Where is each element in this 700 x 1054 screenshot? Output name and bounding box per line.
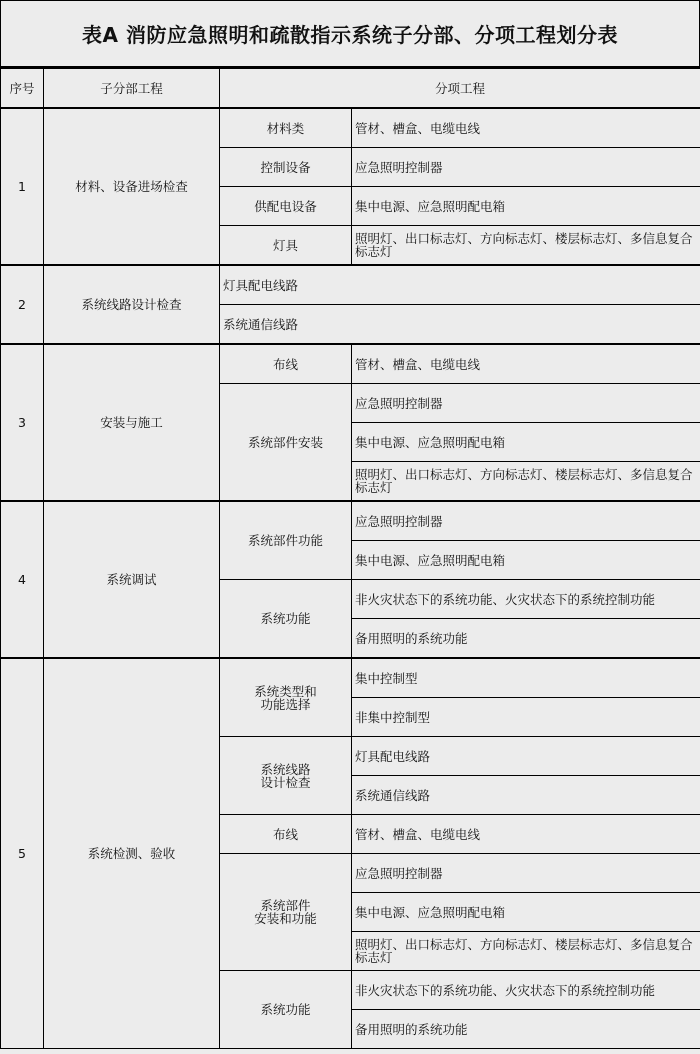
category-cell: 灯具 <box>220 226 352 266</box>
item-cell: 系统通信线路 <box>220 305 700 345</box>
category-cell: 布线 <box>220 815 352 854</box>
item-cell: 集中控制型 <box>352 658 700 698</box>
category-cell: 系统功能 <box>220 971 352 1049</box>
table-row <box>1 265 700 305</box>
category-cell: 系统类型和 功能选择 <box>220 658 352 737</box>
item-cell: 照明灯、出口标志灯、方向标志灯、楼层标志灯、多信息复合标志灯 <box>352 226 700 266</box>
item-cell: 集中电源、应急照明配电箱 <box>352 541 700 580</box>
item-cell: 应急照明控制器 <box>352 148 700 187</box>
item-cell: 灯具配电线路 <box>220 265 700 305</box>
item-cell: 非集中控制型 <box>352 698 700 737</box>
category-cell: 材料类 <box>220 108 352 148</box>
row-number: 5 <box>1 658 44 1049</box>
row-number: 2 <box>1 265 44 344</box>
item-cell: 照明灯、出口标志灯、方向标志灯、楼层标志灯、多信息复合标志灯 <box>352 462 700 502</box>
category-cell: 系统部件 安装和功能 <box>220 854 352 971</box>
division-table <box>0 68 700 1049</box>
table-body <box>1 69 700 1049</box>
item-cell: 应急照明控制器 <box>352 501 700 541</box>
category-cell: 系统功能 <box>220 580 352 659</box>
category-cell: 系统部件功能 <box>220 501 352 580</box>
header-row <box>1 69 700 109</box>
item-cell: 集中电源、应急照明配电箱 <box>352 423 700 462</box>
row-number: 1 <box>1 108 44 265</box>
item-cell: 照明灯、出口标志灯、方向标志灯、楼层标志灯、多信息复合标志灯 <box>352 932 700 971</box>
item-cell: 非火灾状态下的系统功能、火灾状态下的系统控制功能 <box>352 580 700 619</box>
row-number: 4 <box>1 501 44 658</box>
row-number: 3 <box>1 344 44 501</box>
table-row <box>1 344 700 384</box>
category-cell: 系统部件安装 <box>220 384 352 502</box>
category-cell: 布线 <box>220 344 352 384</box>
category-cell: 控制设备 <box>220 148 352 187</box>
item-cell: 管材、槽盒、电缆电线 <box>352 344 700 384</box>
table-row <box>1 658 700 698</box>
table-row <box>1 501 700 541</box>
item-cell: 系统通信线路 <box>352 776 700 815</box>
header-no: 序号 <box>1 69 44 109</box>
header-item: 分项工程 <box>220 69 700 109</box>
table-title: 表A 消防应急照明和疏散指示系统子分部、分项工程划分表 <box>0 0 700 68</box>
subdivision-cell: 材料、设备进场检查 <box>44 108 220 265</box>
item-cell: 灯具配电线路 <box>352 737 700 776</box>
item-cell: 管材、槽盒、电缆电线 <box>352 815 700 854</box>
subdivision-cell: 系统线路设计检查 <box>44 265 220 344</box>
item-cell: 集中电源、应急照明配电箱 <box>352 893 700 932</box>
item-cell: 备用照明的系统功能 <box>352 619 700 659</box>
header-subdivision: 子分部工程 <box>44 69 220 109</box>
category-cell: 系统线路 设计检查 <box>220 737 352 815</box>
item-cell: 非火灾状态下的系统功能、火灾状态下的系统控制功能 <box>352 971 700 1010</box>
item-cell: 集中电源、应急照明配电箱 <box>352 187 700 226</box>
subdivision-cell: 系统检测、验收 <box>44 658 220 1049</box>
category-cell: 供配电设备 <box>220 187 352 226</box>
table-row <box>1 108 700 148</box>
subdivision-cell: 系统调试 <box>44 501 220 658</box>
subdivision-cell: 安装与施工 <box>44 344 220 501</box>
item-cell: 应急照明控制器 <box>352 384 700 423</box>
item-cell: 管材、槽盒、电缆电线 <box>352 108 700 148</box>
item-cell: 应急照明控制器 <box>352 854 700 893</box>
item-cell: 备用照明的系统功能 <box>352 1010 700 1049</box>
